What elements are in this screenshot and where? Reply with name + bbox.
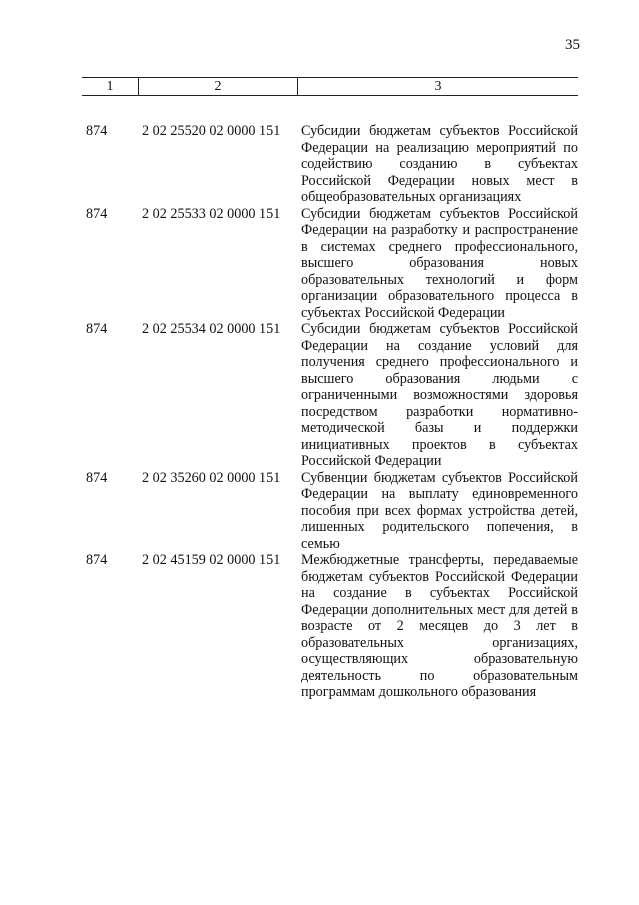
revenue-name: Субвенции бюджетам субъектов Российской Федерации на выплату единовременного пособия при всех формах устройства детей, лишенных родительского попечения, в семью	[301, 469, 578, 552]
table-header-row	[82, 77, 578, 96]
revenue-name: Межбюджетные трансферты, передаваемые бюджетам субъектов Российской Федерации на создание в субъектах Российской Федерации дополнительных мест для детей в возрасте от 2 месяцев до 3 лет в образовательных организациях, осуществляющих образовательную деятельность по образовательным программам дошкольного образования	[301, 552, 578, 700]
header-col-1: 1	[106, 79, 114, 94]
table-body	[82, 123, 578, 701]
table-row	[82, 321, 578, 470]
admin-code: 874	[86, 552, 108, 568]
revenue-code: 2 02 35260 02 0000 151	[142, 469, 281, 486]
admin-code: 874	[86, 123, 108, 139]
table-row	[82, 470, 578, 553]
header-col-3: 3	[297, 78, 578, 95]
admin-code: 874	[86, 469, 108, 486]
table-row	[82, 123, 578, 206]
table-row	[82, 206, 578, 322]
revenue-code: 2 02 45159 02 0000 151	[142, 552, 281, 568]
admin-code: 874	[86, 205, 108, 222]
admin-code: 874	[86, 321, 108, 337]
revenue-name: Субсидии бюджетам субъектов Российской Федерации на создание условий для получения среднего профессионального и высшего образования людьми с ограниченными возможностями здоровья посредством разработки нормативно-методической базы и поддержки инициативных проектов в субъектах Российской Федерации	[301, 321, 578, 469]
header-col-2: 2	[138, 78, 297, 95]
table-row	[82, 552, 578, 701]
revenue-code: 2 02 25533 02 0000 151	[142, 205, 281, 222]
revenue-codes-table	[82, 77, 578, 701]
revenue-code: 2 02 25520 02 0000 151	[142, 123, 281, 139]
revenue-code: 2 02 25534 02 0000 151	[142, 321, 281, 337]
revenue-name: Субсидии бюджетам субъектов Российской Федерации на разработку и распространение в системах среднего профессионального, высшего образования новых образовательных технологий и форм организации образовательного процесса в субъектах Российской Федерации	[301, 205, 578, 321]
page-number: 35	[565, 37, 580, 53]
revenue-name: Субсидии бюджетам субъектов Российской Федерации на реализацию мероприятий по содействию созданию в субъектах Российской Федерации новых мест в общеобразовательных организациях	[301, 123, 578, 205]
